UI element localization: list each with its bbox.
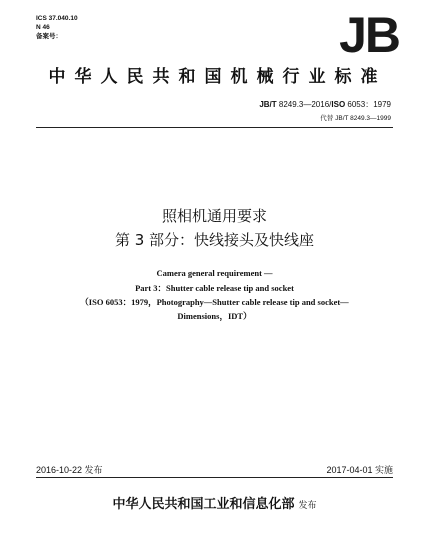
chinese-title-line-2: 第 3 部分：快线接头及快线座 bbox=[114, 231, 315, 249]
bottom-divider bbox=[36, 477, 393, 478]
english-title-line-4: Dimensions，IDT） bbox=[177, 311, 252, 321]
standard-code-number: 8249.3—2016/ bbox=[278, 100, 332, 109]
standard-category-title: 中华人民共和国机械行业标准 bbox=[48, 67, 387, 87]
english-title-line-3: （ISO 6053：1979，Photography—Shutter cable release tip and socket— bbox=[80, 297, 349, 307]
issue-date: 2016-10-22 发布 bbox=[36, 465, 103, 475]
header-meta bbox=[36, 14, 78, 41]
jb-logo: JB bbox=[339, 7, 399, 63]
standard-code bbox=[259, 99, 391, 110]
iso-code-number: 6053：1979 bbox=[347, 100, 391, 109]
replaces-note: 代替 JB/T 8249.3—1999 bbox=[320, 115, 391, 122]
top-divider bbox=[36, 127, 393, 128]
iso-code-prefix: ISO bbox=[331, 100, 346, 109]
ics-code: ICS 37.040.10 bbox=[36, 15, 78, 22]
publisher-action: 发布 bbox=[298, 501, 317, 511]
publisher bbox=[0, 493, 429, 512]
standard-code-prefix: JB/T bbox=[259, 100, 277, 109]
english-title-line-2: Part 3：Shutter cable release tip and socket bbox=[135, 283, 294, 293]
filing-number-label: 备案号： bbox=[36, 33, 62, 40]
implementation-date: 2017-04-01 实施 bbox=[326, 465, 393, 475]
english-title-line-1: Camera general requirement — bbox=[156, 268, 273, 278]
classification-code: N 46 bbox=[36, 24, 50, 31]
chinese-title-line-1: 照相机通用要求 bbox=[161, 207, 267, 225]
publisher-org: 中华人民共和国工业和信息化部 bbox=[112, 497, 295, 512]
